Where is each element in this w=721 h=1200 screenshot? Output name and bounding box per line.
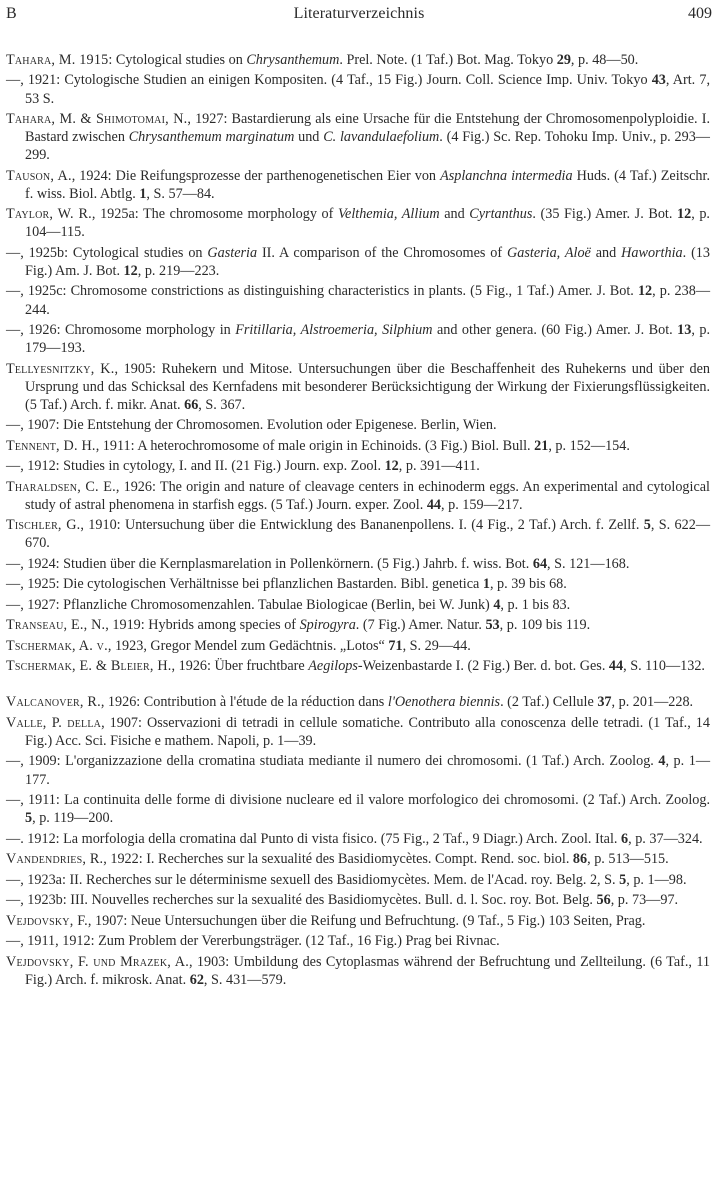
entry-text: , p. 73—97. [610, 892, 679, 909]
entry-text: , p. 119—200. [32, 810, 114, 827]
entry-text: , 1911: A heterochromosome of male origin in Echinoids. (3 Fig.) Biol. Bull. [95, 437, 535, 454]
page-number: 409 [688, 5, 712, 22]
entry-text: , p. 1—98. [626, 871, 687, 888]
entry-text: . Prel. Note. (1 Taf.) Bot. Mag. Tokyo [339, 52, 557, 68]
entry-volume: 4 [658, 753, 666, 770]
entry-author: Tschermak, E. & Bleier, H. [6, 658, 172, 675]
entry-text: —, 1921: Cytologische Studien an einigen Kompositen. (4 Taf., 15 Fig.) Journ. Coll. Science Imp. Univ. Tokyo [6, 72, 652, 89]
entry-text: —, 1923b: III. Nouvelles recherches sur la sexualité des Basidiomycètes. Bull. d. l. Soc. roy. Bot. Belg. [6, 892, 597, 909]
entry-author: Taylor, W. R. [6, 206, 92, 223]
bibliography-entry [6, 282, 710, 318]
entry-text: , p. 201—228. [611, 694, 694, 711]
bibliography-entry [6, 953, 710, 989]
entry-volume: 1 [139, 185, 147, 202]
entry-text: , 1907: Neue Untersuchungen über die Reifung und Befruchtung. (9 Taf., 5 Fig.) 103 Seiten, Prag. [87, 912, 646, 929]
entry-volume: 4 [493, 596, 501, 613]
entry-author: Valcanover, R. [6, 694, 101, 711]
entry-text: —, 1909: L'organizzazione della cromatina studiata mediante il numero dei chromosomi. (1 Taf.) Arch. Zoolog. [6, 753, 659, 770]
entry-text: , 1910: Untersuchung über die Entwicklung des Bananenpollens. I. (4 Fig., 2 Taf.) Arch. f. Zellf. [80, 517, 644, 534]
entry-author: Transeau, E., N. [6, 617, 106, 634]
entry-text: , p. 238—244. [25, 283, 710, 318]
entry-volume: 12 [637, 283, 653, 300]
bibliography-entry [6, 167, 710, 203]
entry-text: , 1919: Hybrids among species of [105, 617, 300, 634]
entry-text: , p. 37—324. [628, 830, 703, 847]
entry-volume: 12 [123, 262, 138, 279]
entry-italic-term: Gasteria [207, 244, 258, 261]
bibliography-entry [6, 437, 710, 455]
bibliography-entry [6, 478, 710, 514]
entry-text: , p. 391—411. [398, 458, 480, 475]
entry-author: Tennent, D. H. [6, 437, 96, 454]
bibliography-entry [6, 596, 710, 614]
entry-text: —, 1924: Studien über die Kernplasmarelation in Pollenkörnern. (5 Fig.) Jahrb. f. wiss. Bot. [6, 555, 533, 572]
entry-volume: 29 [556, 52, 571, 68]
entry-text: , S. 57—84. [146, 185, 215, 202]
entry-author: Tahara, M. 1915 [6, 52, 109, 68]
entry-text: , 1926: Über fruchtbare [171, 658, 309, 675]
entry-author: Tellyesnitzky, K. [6, 360, 115, 377]
entry-text: and [590, 244, 622, 261]
entry-volume: 71 [388, 637, 403, 654]
entry-volume: 5 [25, 810, 33, 827]
entry-italic-term: Aegilops [308, 658, 358, 675]
bibliography-entry [6, 457, 710, 475]
entry-text: , Art. 7, 53 S. [25, 72, 711, 107]
bibliography-entry [6, 555, 710, 573]
entry-text: II. A comparison of the Chromosomes of [257, 244, 508, 261]
entry-volume: 13 [677, 322, 692, 339]
entry-italic-term: Velthemia, Allium [337, 206, 440, 223]
entry-text: , 1905: Ruhekern und Mitose. Untersuchungen über die Beschaffenheit des Ruhekerns und über den Ursprung und das Schicksal des Kernfadens mit besonderer Berücksichtigung der Wirkung der Fixierungsflüssigkeiten. (5 Taf.) Arch. f. mikr. Anat. [25, 360, 710, 413]
page-header [6, 3, 712, 25]
entry-text: , p. 179—193. [25, 322, 710, 357]
bibliography-entry [6, 850, 710, 868]
bibliography-entry [6, 891, 710, 909]
entry-text: . (13 Fig.) Am. J. Bot. [25, 244, 710, 279]
entry-text: , 1907: Osservazioni di tetradi in cellule somatiche. Contributo alla conoscenza delle tetradi. (1 Taf., 14 Fig.) Acc. Sci. Fisiche e mathem. Napoli, p. 1—39. [25, 714, 710, 749]
entry-text: , 1922: I. Recherches sur la sexualité des Basidiomycètes. Compt. Rend. soc. biol. [103, 851, 573, 868]
section-letter: B [6, 5, 17, 22]
entry-text: . (4 Fig.) Sc. Rep. Tohoku Imp. Univ., p. 293—299. [25, 129, 710, 164]
running-title: Literaturverzeichnis [293, 5, 425, 22]
entry-text: —, 1925c: Chromosome constrictions as distinguishing characteristics in plants. (5 Fig., 1 Taf.) Amer. J. Bot. [6, 283, 638, 300]
bibliography-entry [6, 637, 710, 655]
entry-author: Vejdovsky, F. und Mrazek, A. [6, 953, 189, 970]
entry-text: —. 1912: La morfologia della cromatina dal Punto di vista fisico. (75 Fig., 2 Taf., 9 Diagr.) Arch. Zool. Ital. [6, 830, 621, 847]
entry-text: —, 1911, 1912: Zum Problem der Vererbungsträger. (12 Taf., 16 Fig.) Prag bei Rivnac. [6, 933, 500, 950]
bibliography-entry [6, 714, 710, 750]
entry-text: , 1924: Die Reifungsprozesse der parthenogenetischen Eier von [71, 167, 441, 184]
entry-text: —, 1925: Die cytologischen Verhältnisse bei pflanzlichen Bastarden. Bibl. genetica [6, 576, 483, 593]
bibliography-entry [6, 205, 710, 241]
entry-italic-term: Haworthia [621, 244, 683, 261]
entry-italic-term: Spirogyra [299, 617, 356, 634]
entry-volume: 12 [384, 458, 399, 475]
entry-text: Huds. (4 Taf.) Zeitschr. f. wiss. Biol. Abtlg. [25, 167, 711, 202]
entry-text: , p. 152—154. [548, 437, 630, 454]
entry-volume: 56 [596, 892, 611, 909]
entry-author: Tauson, A. [6, 167, 72, 184]
entry-italic-term: Cyrtanthus [469, 206, 533, 223]
entry-text: —, 1907: Die Entstehung der Chromosomen. Evolution oder Epigenese. Berlin, Wien. [6, 417, 497, 434]
bibliography-entry [6, 932, 710, 950]
bibliography-entry [6, 71, 710, 107]
entry-text: , S. 431—579. [203, 971, 287, 988]
entry-italic-term: Asplanchna intermedia [440, 167, 573, 184]
bibliography-entry [6, 244, 710, 280]
bibliography-entry [6, 616, 710, 634]
entry-italic-term: Gasteria, Aloë [507, 244, 591, 261]
entry-volume: 5 [643, 517, 651, 534]
entry-italic-term: l'Oenothera biennis [387, 694, 501, 711]
entry-text: , S. 121—168. [547, 555, 630, 572]
entry-text: , S. 622—670. [25, 517, 711, 552]
entry-text: , 1923, Gregor Mendel zum Gedächtnis. „Lotos“ [107, 637, 389, 654]
entry-author: Vejdovsky, F. [6, 912, 88, 929]
entry-text: —, 1911: La continuita delle forme di divisione nucleare ed il valore morfologico dei chromosomi. (2 Taf.) Arch. Zoolog. [6, 792, 710, 809]
entry-text: . (7 Fig.) Amer. Natur. [355, 617, 486, 634]
entry-text: , p. 219—223. [137, 262, 220, 279]
entry-text: , 1903: Umbildung des Cytoplasmas während der Befruchtung und Zellteilung. (6 Taf., 11 Fig.) Arch. f. mikrosk. Anat. [25, 953, 710, 988]
entry-italic-term: Chrysanthemum [246, 52, 340, 68]
entry-volume: 21 [534, 437, 549, 454]
entry-volume: 37 [597, 694, 612, 711]
entry-text: , 1926: Contribution à l'étude de la réduction dans [100, 694, 388, 711]
entry-volume: 53 [485, 617, 500, 634]
bibliography-entry [6, 693, 710, 711]
bibliography-entry [6, 516, 710, 552]
bibliography-entry [6, 791, 710, 827]
entry-volume: 12 [677, 206, 692, 223]
entry-text: —, 1925b: Cytological studies on [6, 244, 208, 261]
entry-text: and [439, 206, 470, 223]
entry-author: Vandendries, R. [6, 851, 104, 868]
entry-volume: 44 [608, 658, 624, 675]
entry-author: Valle, P. della [6, 714, 102, 731]
entry-text: , S. 29—44. [402, 637, 471, 654]
entry-text: , p. 48—50. [570, 52, 639, 68]
bibliography-list [6, 51, 710, 991]
entry-text: : Cytological studies on [108, 52, 247, 68]
entry-text: , p. 159—217. [441, 496, 523, 513]
entry-italic-term: C. lavandulaefolium [323, 129, 440, 146]
entry-text: , S. 367. [198, 396, 246, 413]
entry-text: , p. 39 bis 68. [489, 576, 567, 593]
bibliography-entry [6, 575, 710, 593]
entry-text: , p. 513—515. [587, 851, 669, 868]
entry-text: —, 1912: Studies in cytology, I. and II. (21 Fig.) Journ. exp. Zool. [6, 458, 385, 475]
bibliography-entry [6, 912, 710, 930]
entry-text: —, 1927: Pflanzliche Chromosomenzahlen. Tabulae Biologicae (Berlin, bei W. Junk) [6, 596, 494, 613]
entry-text: . (2 Taf.) Cellule [500, 694, 598, 711]
bibliography-entry [6, 657, 710, 675]
entry-author: Tahara, M. & Shimotomai, N. [6, 111, 188, 128]
entry-text: , p. 109 bis 119. [499, 617, 591, 634]
entry-text: -Weizenbastarde I. (2 Fig.) Ber. d. bot. Ges. [357, 658, 609, 675]
bibliography-entry [6, 830, 710, 848]
entry-volume: 1 [482, 576, 490, 593]
bibliography-entry [6, 871, 710, 889]
entry-text: , 1927: Bastardierung als eine Ursache für die Entstehung der Chromosomenpolyploidie. I. Bastard zwischen [25, 111, 710, 146]
entry-text: —, 1926: Chromosome morphology in [6, 322, 236, 339]
entry-volume: 64 [532, 555, 548, 572]
bibliography-entry [6, 110, 710, 164]
entry-text: —, 1923a: II. Recherches sur le déterminisme sexuell des Basidiomycètes. Mem. de l'Acad. roy. Belg. 2, S. [6, 871, 620, 888]
entry-author: Tschermak, A. v. [6, 637, 108, 654]
entry-author: Tischler, G. [6, 517, 81, 534]
entry-volume: 86 [572, 851, 588, 868]
bibliography-entry [6, 321, 710, 357]
bibliography-entry [6, 416, 710, 434]
entry-volume: 44 [426, 496, 442, 513]
entry-text: , p. 104—115. [25, 206, 710, 241]
entry-volume: 5 [619, 871, 627, 888]
entry-volume: 62 [189, 971, 204, 988]
entry-text: , p. 1 bis 83. [500, 596, 571, 613]
entry-volume: 66 [184, 396, 199, 413]
entry-italic-term: Fritillaria, Alstroemeria, Silphium [235, 322, 433, 339]
entry-author: Tharaldsen, C. E. [6, 478, 116, 495]
bibliography-entry [6, 360, 710, 414]
entry-volume: 43 [651, 72, 666, 89]
entry-text: , p. 1—177. [25, 753, 711, 788]
bibliography-entry [6, 51, 710, 69]
entry-italic-term: Chrysanthemum marginatum [128, 129, 295, 146]
entry-text: und [294, 129, 324, 146]
entry-volume: 6 [621, 830, 629, 847]
entry-text: , 1926: The origin and nature of cleavage centers in echinoderm eggs. An experimental and cytological study of astral phenomena in starfish eggs. (5 Taf.) Journ. exper. Zool. [25, 478, 710, 513]
entry-text: . (35 Fig.) Amer. J. Bot. [532, 206, 677, 223]
entry-text: , 1925a: The chromosome morphology of [91, 206, 338, 223]
entry-text: and other genera. (60 Fig.) Amer. J. Bot. [432, 322, 678, 339]
bibliography-entry [6, 752, 710, 788]
entry-text: , S. 110—132. [623, 658, 705, 675]
